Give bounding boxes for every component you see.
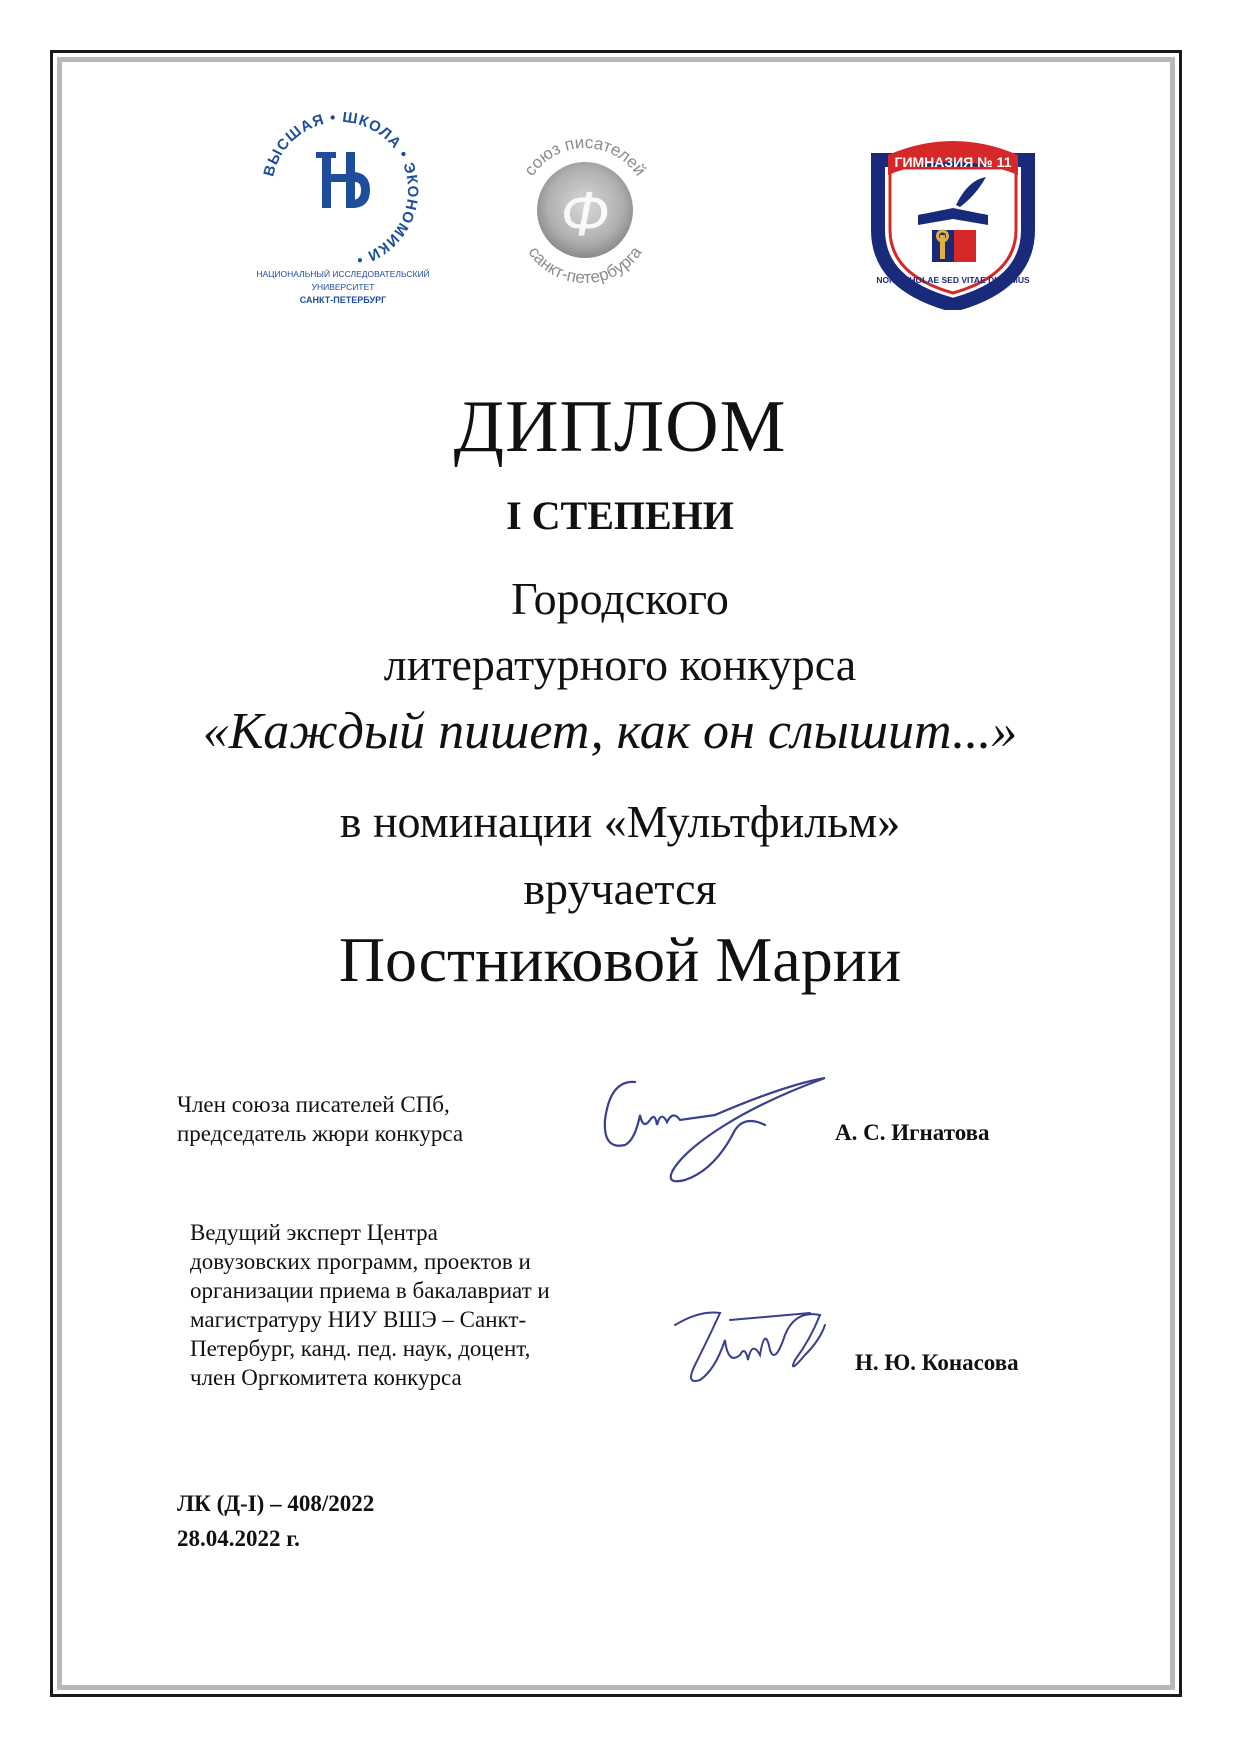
diploma-title: ДИПЛОМ (453, 386, 787, 468)
signature-2-name: Н. Ю. Конасова (855, 1350, 1019, 1375)
hse-caption-line3: САНКТ-ПЕТЕРБУРГ (299, 295, 387, 305)
hse-caption (228, 268, 458, 307)
signature-2-role-line: довузовских программ, проектов и (190, 1249, 531, 1274)
signature-1-role (177, 1090, 577, 1148)
signature-2-handwriting (670, 1295, 840, 1405)
nomination-text: в номинации «Мультфильм» (339, 796, 901, 847)
contest-line-2: литературного конкурса (383, 639, 857, 690)
recipient-name: Постниковой Марии (338, 924, 902, 995)
signature-2-role-line: Петербург, канд. пед. наук, доцент, (190, 1336, 531, 1361)
writers-union-top-text: союз писателей (520, 132, 650, 180)
signature-scribble-icon (670, 1295, 840, 1405)
gymnasium-logo (868, 135, 1038, 310)
writers-union-logo (495, 115, 675, 295)
signature-2-role-line: магистратуру НИУ ВШЭ – Санкт- (190, 1307, 527, 1332)
signature-2-role-line: организации приема в бакалавриат и (190, 1278, 550, 1303)
signature-2-role (190, 1218, 660, 1392)
signature-1-role-line: Член союза писателей СПб, (177, 1092, 450, 1117)
signature-2-role-line: Ведущий эксперт Центра (190, 1220, 438, 1245)
contest-line-1: Городского (511, 573, 729, 624)
document-number: ЛК (Д-I) – 408/2022 (177, 1491, 375, 1516)
hse-ring-text: ВЫСШАЯ • ШКОЛА • ЭКОНОМИКИ • (260, 112, 422, 269)
awarded-text: вручается (523, 863, 717, 914)
writers-union-emblem-icon (495, 115, 675, 295)
signature-scribble-icon (595, 1070, 835, 1190)
signature-2-role-line: член Оргкомитета конкурса (190, 1365, 462, 1390)
hse-caption-line1: НАЦИОНАЛЬНЫЙ ИССЛЕДОВАТЕЛЬСКИЙ (256, 269, 430, 279)
svg-text:Ф: Ф (560, 180, 610, 249)
svg-text:ВЫСШАЯ • ШКОЛА • ЭКОНОМИКИ • (260, 112, 421, 269)
gymnasium-motto-text: NON SCHOLAE SED VITAE DISCIMUS (876, 275, 1030, 285)
diploma-degree: I СТЕПЕНИ (506, 493, 734, 538)
hse-caption-line2: УНИВЕРСИТЕТ (311, 282, 375, 292)
signature-1-name: А. С. Игнатова (835, 1120, 990, 1145)
signature-1-role-line: председатель жюри конкурса (177, 1121, 464, 1146)
signature-1-handwriting (595, 1070, 835, 1190)
gymnasium-shield-icon (868, 135, 1038, 310)
document-date: 28.04.2022 г. (177, 1526, 300, 1551)
contest-name: «Каждый пишет, как он слышит...» (202, 703, 1018, 760)
document-footer (177, 1486, 374, 1556)
gymnasium-banner-text: ГИМНАЗИЯ № 11 (894, 154, 1012, 170)
writers-union-bottom-text: санкт-петербурга (524, 242, 646, 288)
